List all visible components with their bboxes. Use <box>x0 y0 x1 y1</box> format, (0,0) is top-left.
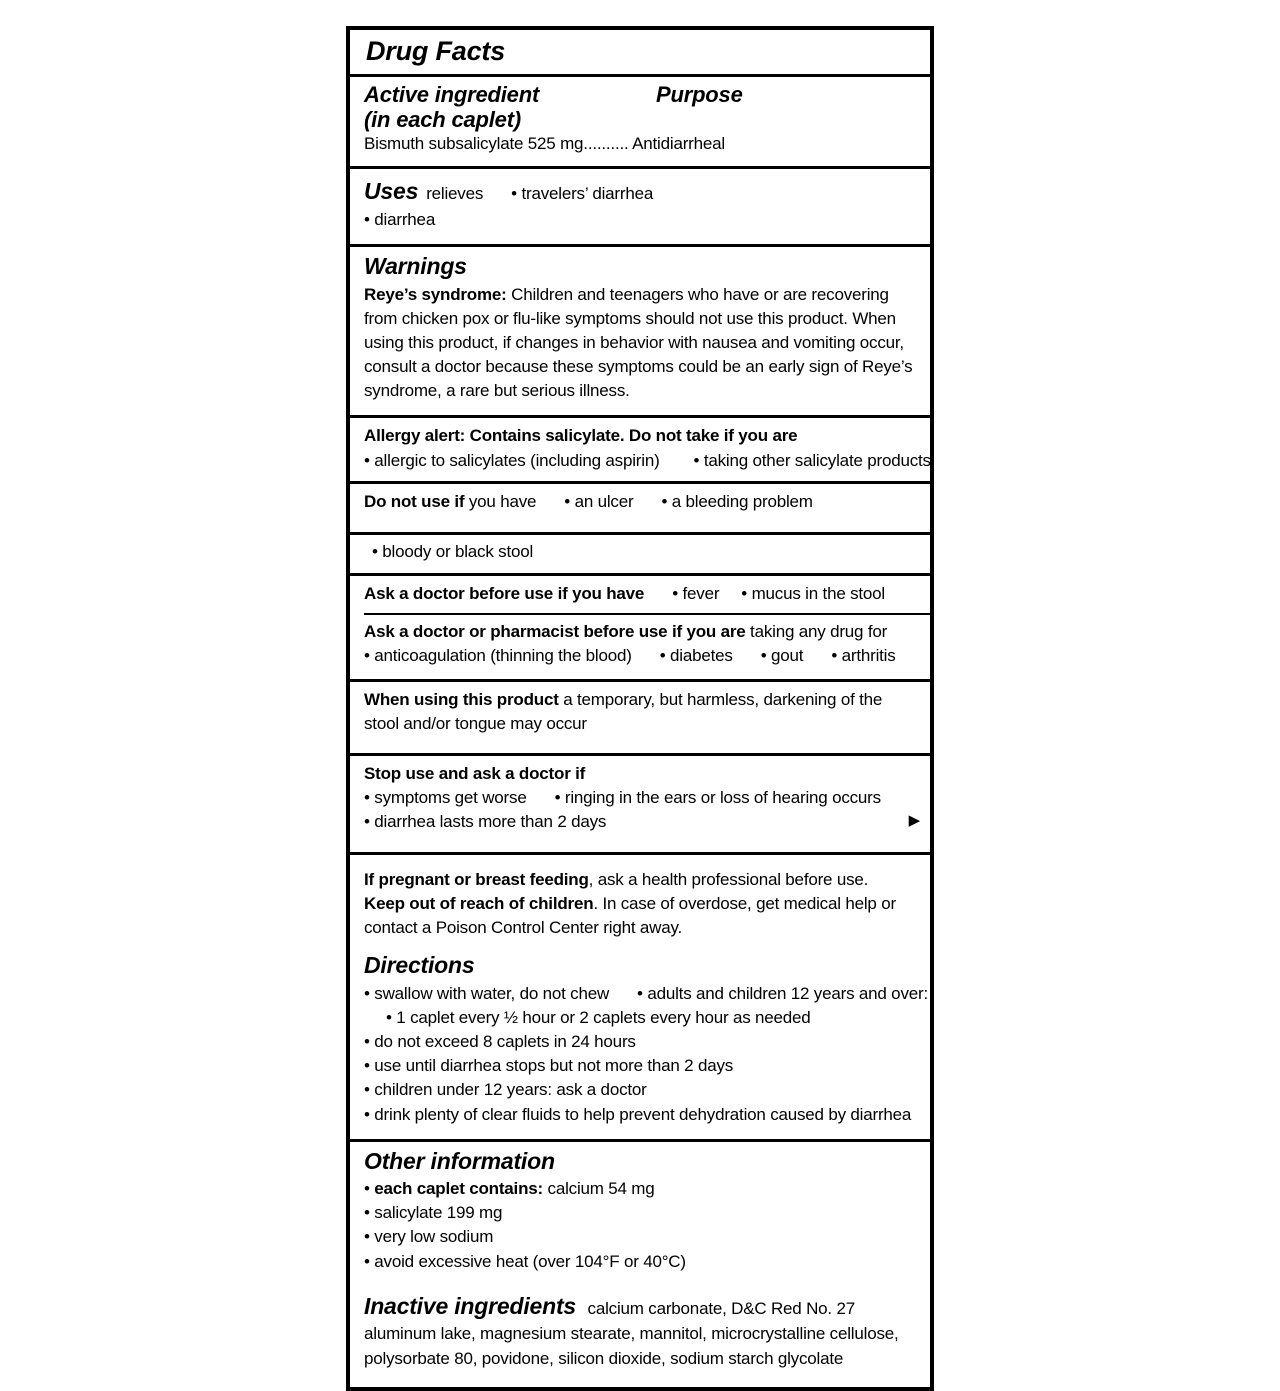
uses-bullet1 <box>511 184 653 203</box>
other-info-line2 <box>364 1201 918 1225</box>
other-info-bullet4-text: avoid excessive heat (over 104°F or 40°C) <box>374 1251 686 1271</box>
inactive-ingredients-heading: Inactive ingredients <box>364 1292 577 1319</box>
directions-bullet2-text: adults and children 12 years and over: <box>647 983 928 1003</box>
section-active-ingredient <box>350 74 930 166</box>
bullet-icon: • <box>364 787 370 807</box>
bloody-stool-line <box>364 540 918 564</box>
directions-line1 <box>364 982 928 1006</box>
bullet-icon: • <box>693 450 700 470</box>
section-other-information <box>350 1139 930 1278</box>
ask-doctor-bullet2-text: mucus in the stool <box>751 583 886 603</box>
bullet-icon: • <box>372 541 378 561</box>
uses-line2 <box>364 208 918 232</box>
allergy-bullets <box>364 449 931 473</box>
do-not-use-line <box>364 490 918 514</box>
inactive-ingredients-text: calcium carbonate, D&C Red No. 27 aluminum lake, magnesium stearate, mannitol, microcrystalline cellulose, polysorbate 80, povidone, silicon dioxide, sodium starch glycolate <box>364 1298 899 1368</box>
reye-bold: Reye’s syndrome: <box>364 284 507 304</box>
directions-bullet3-text: do not exceed 8 caplets in 24 hours <box>374 1032 636 1052</box>
do-not-use-rest: you have <box>464 491 537 511</box>
reye-paragraph <box>364 283 918 404</box>
bullet-icon: • <box>659 646 666 666</box>
uses-lead: relieves <box>426 184 484 204</box>
directions-bullet1-text: swallow with water, do not chew <box>374 983 610 1003</box>
section-warnings <box>350 244 930 415</box>
bullet-icon: • <box>364 646 370 666</box>
ask-pharmacist-bold: Ask a doctor or pharmacist before use if you are <box>364 622 746 642</box>
other-info-bullet1-rest: calcium 54 mg <box>543 1179 655 1199</box>
do-not-use-bullet1-text: an ulcer <box>574 491 634 511</box>
reye-text: Children and teenagers who have or are recovering from chicken pox or flu-like symptoms should not use this product. When using this product, if changes in behavior with nausea and vomiting occur, consult a doctor because these symptoms could be an early sign of Reye’s syndrome, a rare but serious illness. <box>364 284 913 401</box>
when-using-rest: a temporary, but harmless, darkening of the stool and/or tongue may occur <box>364 690 883 734</box>
other-info-line1 <box>364 1177 918 1201</box>
keep-out-bold: Keep out of reach of children <box>364 894 594 914</box>
bullet-icon: • <box>364 1056 370 1076</box>
ask-pharmacist-bullet3-text: gout <box>771 646 804 666</box>
ask-pharmacist-rest: taking any drug for <box>745 622 888 642</box>
leader-dots: .......... <box>583 134 629 154</box>
section-directions <box>350 948 930 1138</box>
section-drug-facts <box>350 30 930 74</box>
bullet-icon: • <box>364 1032 370 1052</box>
bullet-icon: • <box>364 1251 370 1271</box>
active-ingredient-line2: (in each caplet) <box>364 106 521 132</box>
section-pregnancy <box>350 852 930 948</box>
section-when-using <box>350 679 930 752</box>
directions-bullet4-text: use until diarrhea stops but not more than 2 days <box>374 1056 734 1076</box>
bullet-icon: • <box>760 646 767 666</box>
section-uses <box>350 166 930 244</box>
allergy-bold: Allergy alert: Contains salicylate. Do not take if you are <box>364 426 798 446</box>
ask-doctor-line <box>364 582 918 606</box>
section-ask-pharmacist <box>350 615 930 679</box>
allergy-bullet2-text: taking other salicylate products <box>703 450 931 470</box>
bullet-icon: • <box>554 787 561 807</box>
section-allergy-alert <box>350 415 930 480</box>
directions-bullet5-text: children under 12 years: ask a doctor <box>374 1080 647 1100</box>
pregnancy-paragraph <box>364 868 918 892</box>
stop-use-line2 <box>364 810 918 834</box>
section-bloody-stool <box>350 532 930 573</box>
ask-pharmacist-bullets <box>364 644 918 668</box>
directions-bullet6-text: drink plenty of clear fluids to help prevent dehydration caused by diarrhea <box>374 1104 912 1124</box>
bloody-stool-text: bloody or black stool <box>382 541 534 561</box>
when-using-bold: When using this product <box>364 690 559 710</box>
bullet-icon: • <box>364 1203 370 1223</box>
section-do-not-use <box>350 481 930 532</box>
ask-pharmacist-lead <box>364 620 918 644</box>
bullet-icon: • <box>364 811 370 831</box>
purpose-heading: Purpose <box>656 82 743 108</box>
bullet-icon: • <box>386 1008 392 1028</box>
bullet-icon: • <box>661 491 668 511</box>
ask-pharmacist-bullet4-text: arthritis <box>841 646 896 666</box>
other-information-heading: Other information <box>364 1147 555 1174</box>
active-ingredient-heading <box>364 83 656 132</box>
allergy-bullet1-text: allergic to salicylates (including aspirin) <box>374 450 660 470</box>
ingredient-line <box>364 132 918 156</box>
ask-doctor-bold: Ask a doctor before use if you have <box>364 583 645 603</box>
stop-use-bullet2-text: ringing in the ears or loss of hearing occurs <box>564 787 881 807</box>
directions-line6 <box>364 1103 918 1127</box>
uses-bullet2-text: diarrhea <box>374 210 436 230</box>
keep-out-text: . In case of overdose, get medical help or contact a Poison Control Center right away. <box>364 894 896 938</box>
other-info-bullet3-text: very low sodium <box>374 1227 494 1247</box>
uses-heading: Uses <box>364 178 419 205</box>
active-ingredient-line1: Active ingredient <box>364 82 540 108</box>
stop-use-bullet1-text: symptoms get worse <box>374 787 527 807</box>
directions-line5 <box>364 1078 918 1102</box>
bullet-icon: • <box>831 646 838 666</box>
directions-line4 <box>364 1054 918 1078</box>
stop-use-bullet3-text: diarrhea lasts more than 2 days <box>374 811 607 831</box>
bullet-icon: • <box>672 583 678 603</box>
directions-subbullet <box>364 1006 918 1030</box>
bullet-icon: • <box>364 1080 370 1100</box>
warnings-heading: Warnings <box>364 253 467 280</box>
other-info-line4 <box>364 1250 918 1274</box>
bullet-icon: • <box>364 1104 370 1124</box>
bullet-icon: • <box>364 1179 370 1199</box>
stop-use-line1 <box>364 786 918 810</box>
stop-use-bold: Stop use and ask a doctor if <box>364 763 586 783</box>
uses-line1 <box>364 175 918 208</box>
ask-pharmacist-bullet2-text: diabetes <box>670 646 733 666</box>
do-not-use-bold: Do not use if <box>364 491 465 511</box>
bullet-icon: • <box>564 491 571 511</box>
other-info-line3 <box>364 1225 918 1249</box>
keep-out-paragraph <box>364 892 918 940</box>
bullet-icon: • <box>637 983 643 1003</box>
other-info-bullet1-bold: each caplet contains: <box>374 1179 543 1199</box>
bullet-icon: • <box>364 210 370 230</box>
section-ask-doctor <box>350 573 930 613</box>
section-inactive-ingredients <box>350 1278 930 1387</box>
pregnancy-bold: If pregnant or breast feeding <box>364 869 589 889</box>
directions-heading: Directions <box>364 952 475 979</box>
bullet-icon: • <box>364 450 370 470</box>
inactive-paragraph <box>364 1290 918 1371</box>
drug-facts-heading: Drug Facts <box>366 36 506 66</box>
purpose-value: Antidiarrheal <box>628 134 725 154</box>
bullet-icon: • <box>364 1227 370 1247</box>
bullet-icon: • <box>741 583 748 603</box>
drug-facts-label <box>346 26 934 1391</box>
continue-arrow-icon: ▶ <box>908 811 920 829</box>
ask-doctor-bullet1-text: fever <box>682 583 720 603</box>
pregnancy-text: , ask a health professional before use. <box>588 869 869 889</box>
ingredient-name: Bismuth subsalicylate 525 mg <box>364 134 584 154</box>
do-not-use-bullet2-text: a bleeding problem <box>671 491 813 511</box>
directions-subbullet-text: 1 caplet every ½ hour or 2 caplets every hour as needed <box>396 1008 811 1028</box>
uses-bullet1-text: travelers’ diarrhea <box>521 184 654 204</box>
active-ingredient-header <box>364 83 918 132</box>
directions-line3 <box>364 1030 918 1054</box>
bullet-icon: • <box>511 184 517 204</box>
when-using-paragraph <box>364 688 918 736</box>
ask-pharmacist-bullet1-text: anticoagulation (thinning the blood) <box>374 646 632 666</box>
bullet-icon: • <box>364 983 370 1003</box>
section-stop-use <box>350 753 930 852</box>
other-info-bullet2-text: salicylate 199 mg <box>374 1203 503 1223</box>
